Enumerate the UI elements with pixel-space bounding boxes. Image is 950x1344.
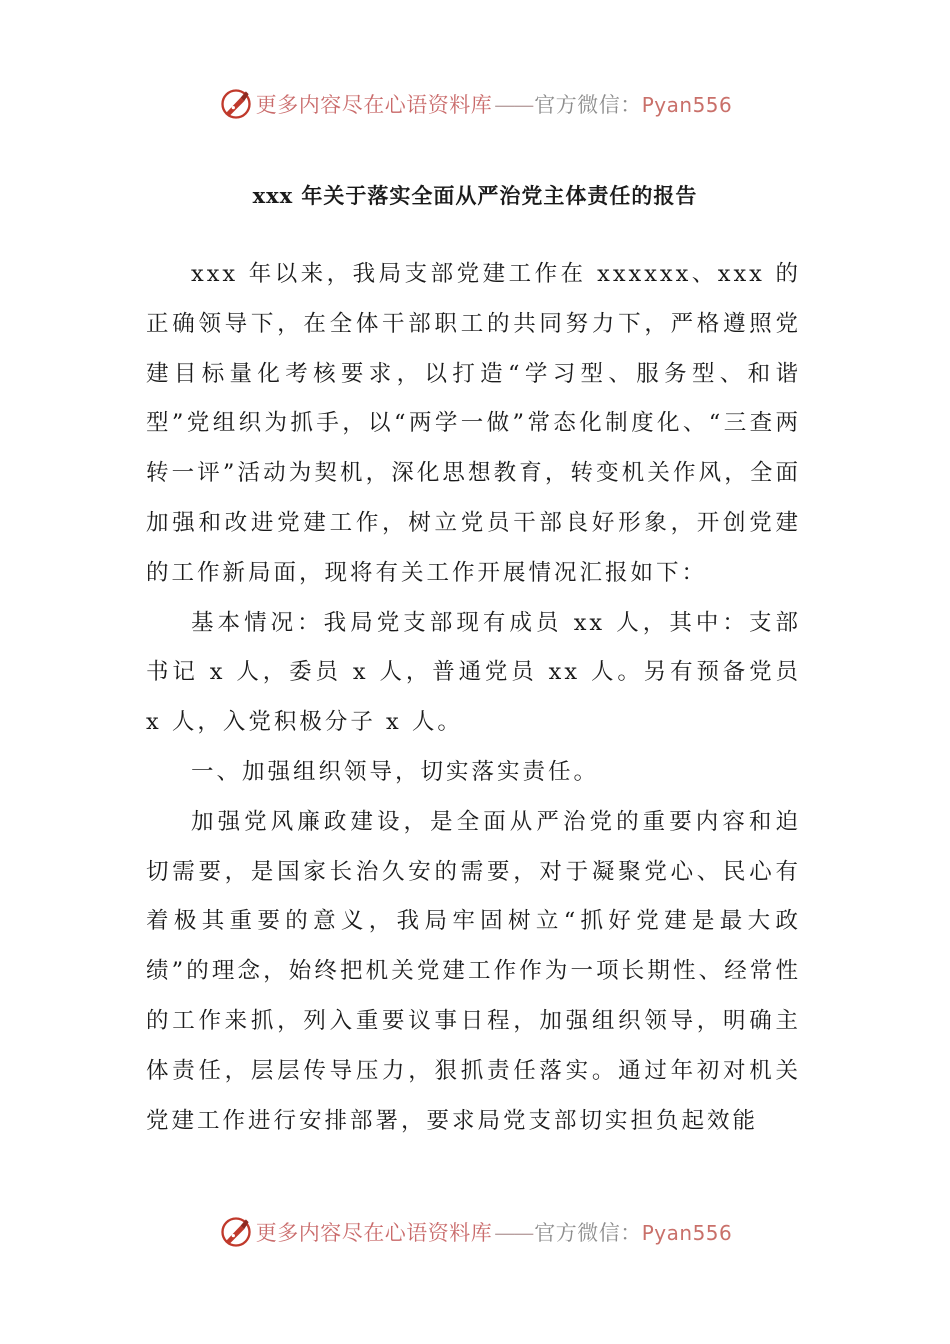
- paragraph-intro: xxx 年以来，我局支部党建工作在 xxxxxx、xxx 的正确领导下，在全体干部职工的共同努力下，严格遵照党建目标量化考核要求，以打造“学习型、服务型、和谐型”党组织为抓手，以“两学一做”常态化制度化、“三查两转一评”活动为契机，深化思想教育，转变机关作风，全面加强和改进党建工作，树立党员干部良好形象，开创党建的工作新局面，现将有关工作开展情况汇报如下：: [146, 261, 801, 586]
- paragraph-section-1: 加强党风廉政建设，是全面从严治党的重要内容和迫切需要，是国家长治久安的需要，对于凝聚党心、民心有着极其重要的意义，我局牢固树立“抓好党建是最大政绩”的理念，始终把机关党建工作作为一项长期性、经常性的工作来抓，列入重要议事日程，加强组织领导，明确主体责任，层层传导压力，狠抓责任落实。通过年初对机关党建工作进行安排部署，要求局党支部切实担负起效能: [146, 808, 801, 1134]
- watermark-site: 更多内容尽在心语资料库: [255, 93, 493, 117]
- section-heading-1: 一、加强组织领导，切实落实责任。: [191, 758, 600, 785]
- watermark-wechat-label: 官方微信：: [534, 1221, 642, 1245]
- watermark-banner-bottom: [0, 1210, 950, 1254]
- pen-nib-circle-icon: [218, 1214, 254, 1250]
- watermark-banner-top: [0, 82, 950, 126]
- watermark-separator: ——: [494, 93, 533, 117]
- document-body: [146, 250, 801, 1146]
- document-title: xxx 年关于落实全面从严治党主体责任的报告: [252, 183, 698, 208]
- watermark-separator: ——: [494, 1221, 533, 1245]
- paragraph-basic-info: 基本情况：我局党支部现有成员 xx 人，其中：支部书记 x 人，委员 x 人，普通党员 xx 人。另有预备党员 x 人，入党积极分子 x 人。: [146, 609, 801, 736]
- watermark-wechat-id: Pyan556: [641, 93, 733, 117]
- pen-nib-circle-icon: [218, 86, 254, 122]
- watermark-wechat-id: Pyan556: [641, 1221, 733, 1245]
- watermark-wechat-label: 官方微信：: [534, 93, 642, 117]
- watermark-site: 更多内容尽在心语资料库: [255, 1221, 493, 1245]
